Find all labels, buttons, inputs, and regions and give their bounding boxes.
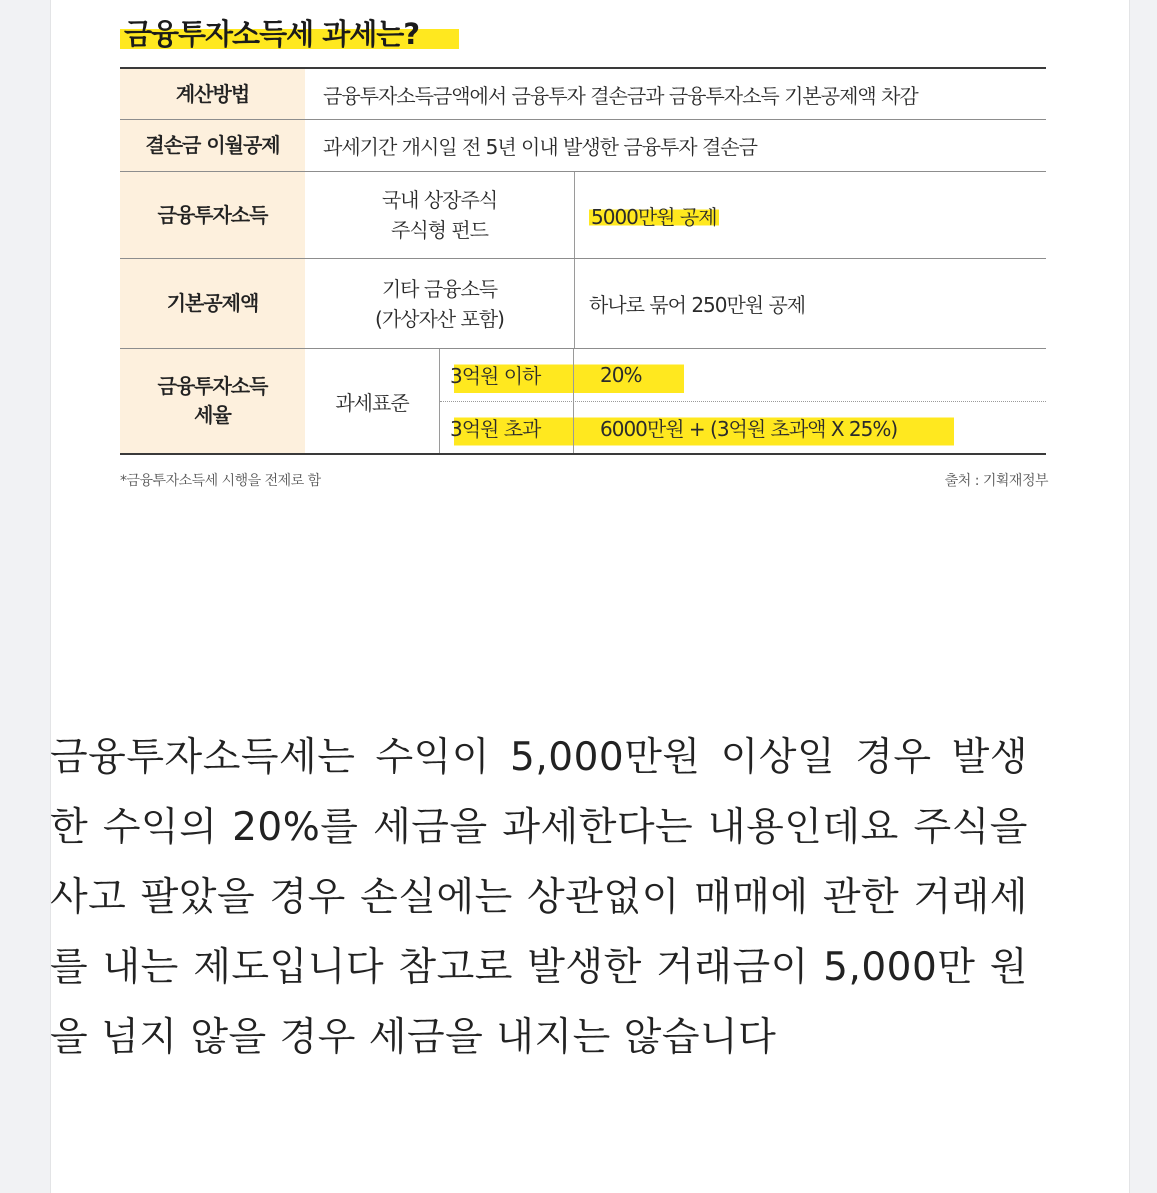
loss-label: 결손금 이월공제: [120, 120, 305, 171]
tax-table: [120, 67, 1046, 455]
bracket1-range: 3억원 이하: [440, 349, 574, 401]
tax-infographic: [120, 0, 1048, 500]
other-line2: (가상자산 포함): [375, 306, 504, 331]
rate-label-line1: 금융투자소득: [157, 374, 268, 398]
other-deduction: 하나로 묶어 250만원 공제: [589, 293, 806, 317]
table-row-other: [120, 259, 1046, 349]
infographic-title: 금융투자소득세 과세는?: [120, 14, 459, 54]
bracket2-rate: 6000만원 + (3억원 초과액 X 25%): [600, 416, 898, 441]
article-paragraph: 금융투자소득세는 수익이 5,000만원 이상일 경우 발생한 수익의 20%를 세금을 과세한다는 내용인데요 주식을 사고 팔았을 경우 손실에는 상관없이 매매에 관한 거래세를 내는 제도입니다 참고로 발생한 거래금이 5,000만 원을 넘지 않을 경우 세금을 내지는 않습니다: [50, 735, 1028, 1060]
bracket-row-1: [440, 349, 1046, 402]
other-category: [305, 259, 575, 348]
table-row-calc: [120, 69, 1046, 120]
domestic-line2: 주식형 펀드: [391, 218, 488, 242]
tax-brackets: [440, 349, 1046, 453]
calc-label: 계산방법: [120, 69, 305, 119]
table-row-domestic: [120, 172, 1046, 259]
domestic-category: [305, 172, 575, 258]
table-row-rate: [120, 349, 1046, 453]
domestic-deduction: [575, 172, 1046, 258]
loss-text: 과세기간 개시일 전 5년 이내 발생한 금융투자 결손금: [323, 135, 757, 159]
bracket1-rate: 20%: [600, 362, 642, 387]
deduct-label-line2: 기본공제액: [120, 259, 305, 348]
rate-label-line2: 세율: [194, 403, 231, 427]
source-credit: 출처 : 기획재정부: [944, 473, 1048, 489]
deduct-label-line1: 금융투자소득: [120, 172, 305, 258]
domestic-value: 5000만원 공제: [589, 201, 719, 230]
domestic-line1: 국내 상장주식: [381, 188, 498, 212]
calc-text: 금융투자소득금액에서 금융투자 결손금과 금융투자소득 기본공제액 차감: [323, 83, 918, 108]
tax-standard: 과세표준: [305, 349, 440, 453]
footnote: *금융투자소득세 시행을 전제로 함: [120, 473, 321, 489]
bracket2-range: 3억원 초과: [440, 402, 574, 454]
table-row-loss: [120, 120, 1046, 172]
other-line1: 기타 금융소득: [381, 276, 498, 301]
bracket-row-2: [440, 402, 1046, 454]
rate-label: [120, 349, 305, 453]
